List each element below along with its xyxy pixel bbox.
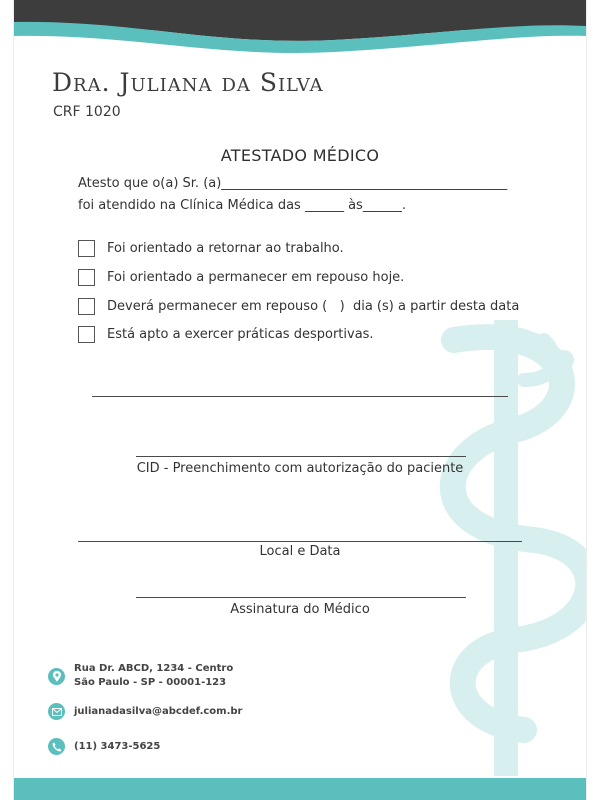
address-line-2: São Paulo - SP - 00001-123 xyxy=(74,677,227,688)
option-label: Está apto a exercer práticas desportivas. xyxy=(107,326,374,342)
email-icon xyxy=(48,703,65,720)
checkbox[interactable] xyxy=(78,326,95,343)
local-date-label: Local e Data xyxy=(259,544,341,559)
signature-line[interactable] xyxy=(136,597,466,598)
option-label: Foi orientado a retornar ao trabalho. xyxy=(107,240,344,256)
option-rest-days[interactable] xyxy=(78,296,519,316)
local-date-line[interactable] xyxy=(78,541,522,542)
doctor-name: Dra. Juliana da Silva xyxy=(52,68,324,97)
crf-number: CRF 1020 xyxy=(53,104,121,120)
header-wave xyxy=(14,0,586,60)
cid-label: CID - Preenchimento com autorização do paciente xyxy=(136,461,464,476)
document-title: ATESTADO MÉDICO xyxy=(220,146,380,165)
phone-text[interactable]: (11) 3473-5625 xyxy=(74,741,161,752)
cid-line[interactable] xyxy=(136,456,466,457)
option-rest-today[interactable] xyxy=(78,267,404,287)
checkbox[interactable] xyxy=(78,269,95,286)
option-label: Deverá permanecer em repouso ( ) dia (s) a partir desta data xyxy=(107,298,520,314)
contact-email xyxy=(48,703,242,720)
address-line-1: Rua Dr. ABCD, 1234 - Centro xyxy=(74,663,234,674)
attest-line-time: foi atendido na Clínica Médica das ______ às______. xyxy=(78,198,406,213)
option-label: Foi orientado a permanecer em repouso hoje. xyxy=(107,269,405,285)
location-pin-icon xyxy=(48,668,65,685)
attest-line-patient: Atesto que o(a) Sr. (a)____________________________________________ xyxy=(78,176,508,191)
phone-icon xyxy=(48,738,65,755)
footer-band xyxy=(14,776,586,800)
option-return-work[interactable] xyxy=(78,238,344,258)
checkbox[interactable] xyxy=(78,240,95,257)
certificate-page xyxy=(14,0,586,800)
caduceus-watermark-icon xyxy=(414,300,586,776)
email-text[interactable]: julianadasilva@abcdef.com.br xyxy=(74,706,243,717)
signature-label: Assinatura do Médico xyxy=(230,602,370,617)
contact-phone xyxy=(48,738,160,755)
option-sports-fit[interactable] xyxy=(78,324,374,344)
checkbox[interactable] xyxy=(78,298,95,315)
notes-line[interactable] xyxy=(92,396,508,397)
contact-address xyxy=(48,662,233,690)
